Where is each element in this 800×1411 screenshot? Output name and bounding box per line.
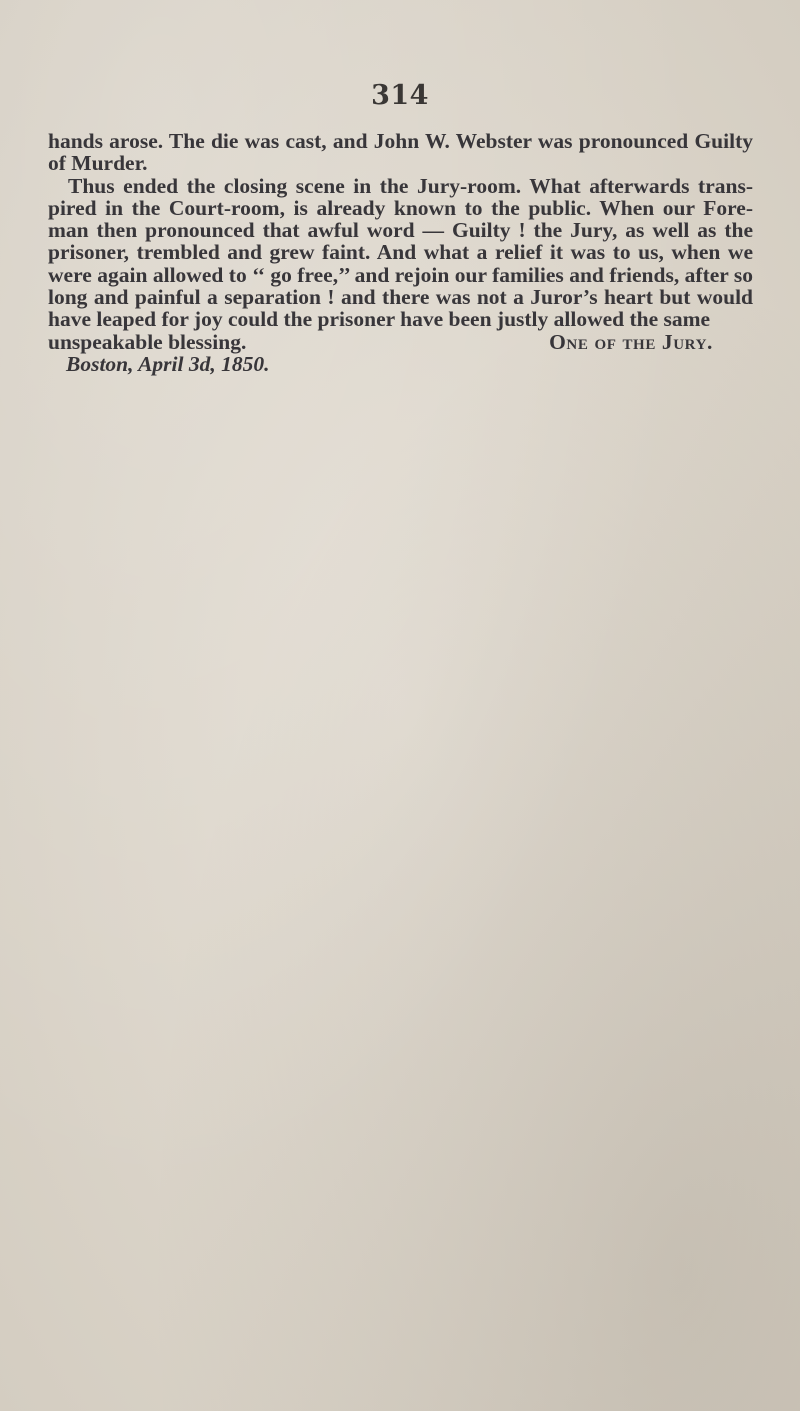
closing-words: unspeakable blessing.: [48, 329, 247, 354]
dateline: Boston, April 3d, 1850.: [66, 351, 270, 376]
page-number: 314: [371, 80, 429, 111]
paragraph-closing-scene: Thus ended the closing scene in the Jury-room. What afterwards trans- pired in the Court-room, is already known to the public. When our Fore- man then pronounced that awful word — Guilty ! the Jury, as well as the prisoner, trembled and grew faint. And what a relief it was to us, when we were again allowed to ‘‘ go free,’’ and rejoin our families and friends, after so long and painful a separation ! and there was not a Juror’s heart but would have leaped for joy could the prisoner have been justly allowed the same: [48, 173, 753, 332]
paragraph-verdict: hands arose. The die was cast, and John W. Webster was pronounced Guilty of Murder.: [48, 129, 753, 176]
closing-line: [48, 331, 753, 353]
body-text: [48, 130, 753, 375]
signature: One of the Jury.: [549, 329, 713, 354]
